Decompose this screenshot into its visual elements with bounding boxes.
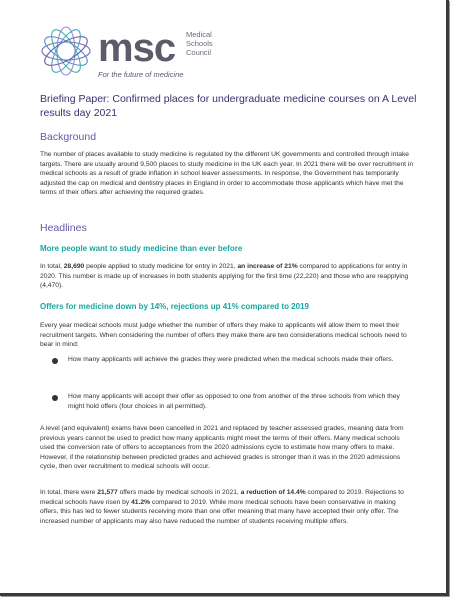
section1-heading: More people want to study medicine than ever before: [40, 244, 243, 253]
bullet-item-1: How many applicants will achieve the grades they were predicted when the medical schools made their offers.: [68, 356, 394, 363]
section1-paragraph: In total, 28,690 people applied to study medicine for entry in 2021, an increase of 21% compared to applications for entry in 2020. This number is made up of increases in both students applying for the first time (22,220) and those who are reapplying (4,470).: [40, 263, 409, 290]
background-paragraph: The number of places available to study medicine is regulated by the different UK governments and controlled through intake targets. There are usually around 9,500 places to study medicine in the UK each year. In 2021 there will be over recruitment in medical schools as a result of grade inflation in school leaver assessments. In response, the Government has temporarily adjusted the cap on medical and dentistry places in England in order to accommodate those applicants which have met the terms of their offers after achieving the required grades.: [40, 151, 414, 197]
rosette-logo-icon: [38, 26, 94, 76]
msc-logo: [38, 24, 268, 84]
bullet-dot-icon: [52, 395, 58, 401]
background-heading: Background: [40, 131, 97, 143]
section2-paragraph-2: A level (and equivalent) exams have been cancelled in 2021 and replaced by teacher assessed grades, meaning data from previous years cannot be used to predict how many applicants might meet the terms of their offers. Many medical schools used the conversion rate of offers to acceptances from the 2020 admissions cycle to estimate how many offers to make. However, if the relationship between predicted grades and achieved grades is stronger than it was in the 2020 admissions cycle, then over recruitment to medical schools will occur.: [40, 425, 404, 471]
headlines-heading: Headlines: [40, 222, 87, 234]
bullet-item-2: How many applicants will accept their offer as opposed to one from another of the three schools from which they might hold offers (four choices in all permitted).: [68, 393, 400, 410]
section2-intro: Every year medical schools must judge whether the number of offers they make to applicants will allow them to meet their recruitment targets. When considering the number of offers they make there are two considerations medical schools need to bear in mind:: [40, 322, 407, 349]
bullet-dot-icon: [52, 358, 58, 364]
logo-tagline: For the future of medicine: [98, 70, 184, 79]
section2-heading: Offers for medicine down by 14%, rejections up 41% compared to 2019: [40, 302, 309, 311]
logo-name: Medical Schools Council: [186, 30, 213, 57]
document-title: Briefing Paper: Confirmed places for undergraduate medicine courses on A Level results day 2021: [40, 93, 417, 119]
logo-abbr: msc: [98, 26, 176, 70]
section2-paragraph-3: In total, there were 21,577 offers made by medical schools in 2021, a reduction of 14.4% compared to 2019. Rejections to medical schools have risen by 41.2% compared to 2019. While more medical schools have been conservative in making offers, this has led to fewer students receiving more than one offer meaning that many have accepted their only offer. The increased number of applicants may also have reduced the number of students receiving multiple offers.: [40, 489, 404, 525]
